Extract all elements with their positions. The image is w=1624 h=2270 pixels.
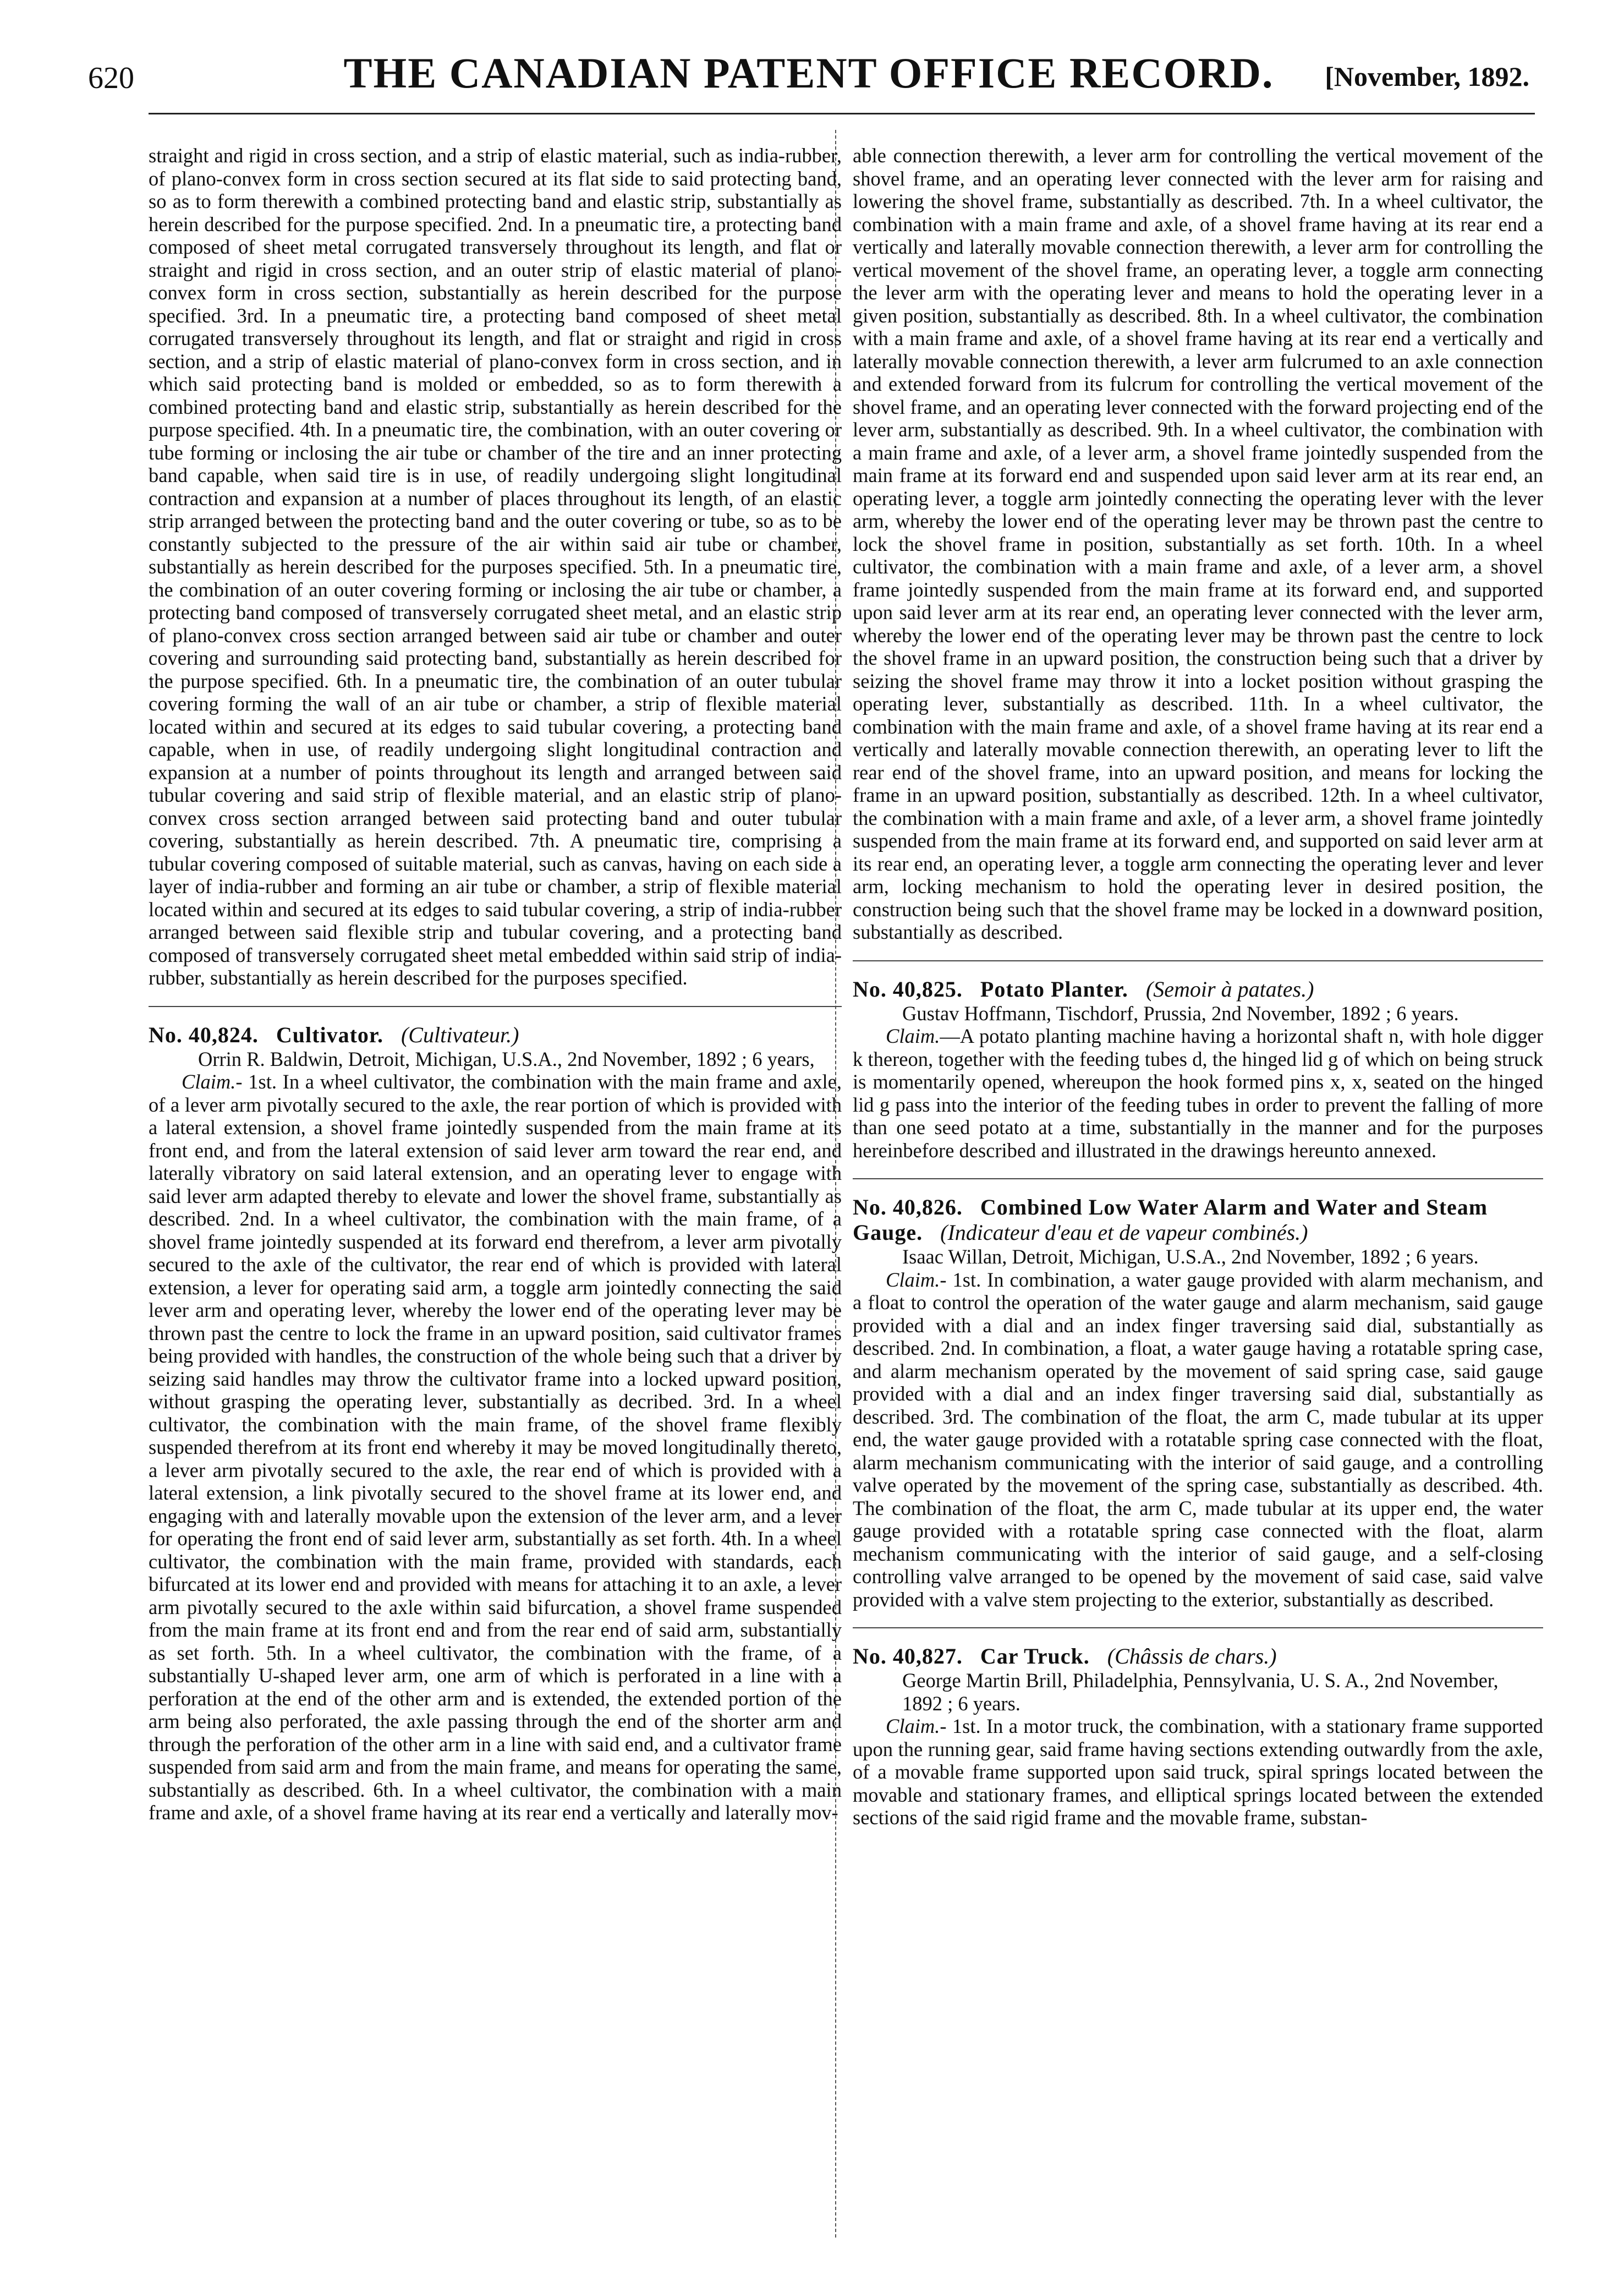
patent-title: Cultivator. (276, 1022, 383, 1047)
issue-date: [November, 1892. (1325, 61, 1529, 92)
patent-title-french: (Cultivateur.) (400, 1022, 519, 1047)
inventor-line: Isaac Willan, Detroit, Michigan, U.S.A., 2nd November, 1892 ; 6 years. (902, 1245, 1479, 1268)
entry-heading (853, 1644, 1543, 1669)
entry-rule (853, 960, 1543, 961)
inventor-line: Gustav Hoffmann, Tischdorf, Prussia, 2nd November, 1892 ; 6 years. (902, 1002, 1459, 1025)
claim-text (853, 1268, 1543, 1611)
patent-title: Car Truck. (980, 1644, 1090, 1669)
patent-title-french: (Châssis de chars.) (1107, 1644, 1277, 1669)
entry-rule (853, 1627, 1543, 1628)
entry-heading (853, 977, 1543, 1002)
patent-number: No. 40,825. (853, 976, 963, 1002)
claim-body: - 1st. In a wheel cultivator, the combination with the main frame and axle, of a lever arm pivotally secured to the axle, the rear portion of which is provided with a lateral extension, a shovel frame jointedly suspended from the main frame at its front end, and from the lateral extension of said lever arm toward the rear end, and laterally vibratory on said lateral extension, and an operating lever to engage with said lever arm adapted thereby to elevate and lower the shovel frame, substantially as described. 2nd. In a wheel cultivator, the combination with the main frame, of a shovel frame jointedly suspended at its forward end therefrom, a lever arm pivotally secured to the axle of the cultivator, the rear end of which is provided with lateral extension, a lever for operating said arm, a toggle arm jointedly connecting the said lever arm and operating lever, whereby the lower end of the operating lever may be thrown past the centre to lock the frame in an upward position, said cultivator frames being provided with handles, the construction of the whole being such that a driver by seizing said handles may throw the cultivator frame into a locked upward position, without grasping the operating lever, substantially as decribed. 3rd. In a wheel cultivator, the combination with the main frame, of the shovel frame flexibly suspended therefrom at its front end whereby it may be moved longitudinally thereto, a lever arm pivotally secured to the axle, the rear end of which is provided with a lateral extension, a link pivotally secured to the shovel frame at its lower end, and engaging with and laterally movable upon the extension of the lever arm, and a lever for operating the front end of said lever arm, substantially as set forth. 4th. In a wheel cultivator, the combination with the main frame, provided with standards, each bifurcated at its lower end and provided with means for attaching it to an axle, a lever arm pivotally secured to the axle within said bifurcation, a shovel frame suspended from the main frame at its front end and from the rear end of said arm, substantially as set forth. 5th. In a wheel cultivator, the combination with the frame, of a substantially U-shaped lever arm, one arm of which is perforated in a line with a perforation at the end of the other arm and is extended, the extended portion of the arm being also perforated, the axle passing through the end of the shorter arm and through the perforation of the other arm in a line with said end, and a cultivator frame suspended from said arm and from the main frame, and means for operating the same, substantially as described. 6th. In a wheel cultivator, the combination with a main frame and axle, of a shovel frame having at its rear end a vertically and laterally mov- (149, 1070, 842, 1824)
patent-title: Potato Planter. (980, 976, 1128, 1002)
inventor-line: Orrin R. Baldwin, Detroit, Michigan, U.S.A., 2nd November, 1892 ; 6 years, (198, 1047, 815, 1070)
entry-rule (853, 1178, 1543, 1179)
claim-body: - 1st. In a motor truck, the combination, with a stationary frame supported upon the running gear, said frame having sections extending outwardly from the axle, of a movable frame supported upon said truck, spiral springs located between the movable and stationary frames, and elliptical springs located between the extended sections of the said rigid frame and the movable frame, substan- (853, 1715, 1543, 1829)
patent-entry-40824 (149, 1022, 842, 1824)
entry-heading (853, 1195, 1543, 1245)
right-column (842, 144, 1543, 2241)
claim-label: Claim. (182, 1070, 236, 1093)
entry-heading (149, 1022, 842, 1048)
page-header (88, 48, 1529, 109)
patent-entry-40825 (853, 977, 1543, 1162)
patent-number: No. 40,824. (149, 1022, 259, 1047)
claim-text (853, 1025, 1543, 1162)
patent-title-french: (Semoir à patates.) (1145, 976, 1314, 1002)
patent-title-french: (Indicateur d'eau et de vapeur combinés.) (940, 1220, 1308, 1245)
claim-label: Claim. (886, 1025, 940, 1047)
patent-number: No. 40,827. (853, 1644, 963, 1669)
continuation-text: straight and rigid in cross section, and a strip of elastic material, such as india-rubber, of plano-convex form in cross section secured at its flat side to said protecting band, so as to form therewith a combined protecting band and elastic strip, substantially as herein described for the purpose specified. 2nd. In a pneumatic tire, a protecting band composed of sheet metal corrugated transversely throughout its length, and flat or straight and rigid in cross section, and an outer strip of elastic material of plano-convex form in cross section, substantially as herein described for the purpose specified. 3rd. In a pneumatic tire, a protecting band composed of sheet metal corrugated transversely throughout its length, and flat or straight and rigid in cross section, and a strip of elastic material of plano-convex form in cross section, and in which said protecting band is molded or embedded, so as to form therewith a combined protecting band and elastic strip, substantially as herein described for the purpose specified. 4th. In a pneumatic tire, the combination, with an outer covering or tube forming or inclosing the air tube or chamber of the tire and an inner protecting band capable, when said tire is in use, of readily undergoing slight longitudinal contraction and expansion at a number of places throughout its length, of an elastic strip arranged between the protecting band and the outer covering or tube, so as to be constantly subjected to the pressure of the air within said air tube or chamber, substantially as herein described for the purposes specified. 5th. In a pneumatic tire, the combination of an outer covering forming or inclosing the air tube or chamber, a protecting band composed of transversely corrugated sheet metal, and an elastic strip of plano-convex cross section arranged between said air tube or chamber and outer covering and surrounding said protecting band, substantially as herein described for the purpose specified. 6th. In a pneumatic tire, the combination of an outer tubular covering forming the wall of an air tube or chamber, a strip of flexible material located within and secured at its edges to said tubular covering, a protecting band capable, when in use, of readily undergoing slight longitudinal contraction and expansion at a number of points throughout its length and arranged between said tubular covering and said strip of flexible material, and an elastic strip of plano-convex cross section arranged between said protecting band and outer tubular covering, substantially as herein described. 7th. A pneumatic tire, comprising a tubular covering composed of suitable material, such as canvas, having on each side a layer of india-rubber and forming an air tube or chamber, a strip of flexible material located within and secured at its edges to said tubular covering, a strip of india-rubber arranged between said flexible strip and tubular covering, and a protecting band composed of transversely corrugated sheet metal embedded within said strip of india-rubber, substantially as herein described for the purposes specified. (149, 144, 842, 989)
patent-entry-40827 (853, 1644, 1543, 1829)
patent-number: No. 40,826. (853, 1195, 963, 1219)
patent-title: Combined Low Water Alarm and Water and Steam Gauge. (853, 1195, 1488, 1245)
entry-rule (149, 1006, 842, 1007)
claim-label: Claim. (886, 1268, 940, 1291)
inventor-line: George Martin Brill, Philadelphia, Pennsylvania, U. S. A., 2nd November, 1892 ; 6 years. (902, 1669, 1499, 1715)
claim-body: - 1st. In combination, a water gauge provided with alarm mechanism, and a float to control the operation of the water gauge and alarm mechanism, said gauge provided with a dial and an index finger traversing said dial, substantially as described. 2nd. In combination, a float, a water gauge having a rotatable spring case, and alarm mechanism operated by the movement of said spring case, said gauge provided with a dial and an index finger traversing said dial, substantially as described. 3rd. The combination of the float, the arm C, made tubular at its upper end, the water gauge provided with a rotatable spring case connected with the float, alarm mechanism communicating with the interior of said gauge, and a controlling valve operated by the movement of the spring case, substantially as described. 4th. The combination of the float, the arm C, made tubular at its upper end, the water gauge provided with a rotatable spring case connected with the float, alarm mechanism communicating with the interior of said gauge, and a self-closing controlling valve arranged to be opened by the movement of said case, said valve provided with a valve stem projecting to the exterior, substantially as described. (853, 1268, 1543, 1611)
claim-label: Claim. (886, 1715, 940, 1737)
claim-text (149, 1070, 842, 1824)
left-column (149, 144, 842, 2241)
continuation-text: able connection therewith, a lever arm for controlling the vertical movement of the shovel frame, and an operating lever connected with the lever arm for raising and lowering the shovel frame, substantially as described. 7th. In a wheel cultivator, the combination with a main frame and axle, of a shovel frame having at its rear end a vertically and laterally movable connection therewith, a lever arm for controlling the vertical movement of the shovel frame, an operating lever, a toggle arm connecting the lever arm with the operating lever and means to hold the operating lever in a given position, substantially as described. 8th. In a wheel cultivator, the combination with a main frame and axle, of a shovel frame having at its rear end a vertically and laterally movable connection therewith, a lever arm fulcrumed to an axle connection and extended forward from its fulcrum for controlling the vertical movement of the shovel frame, and an operating lever connected with the forward projecting end of the lever arm, substantially as described. 9th. In a wheel cultivator, the combination with a main frame and axle, of a lever arm, a shovel frame jointedly suspended from the main frame at its forward end and suspended upon said lever arm at its rear end, an operating lever, a toggle arm jointedly connecting the operating lever with the lever arm, whereby the lower end of the operating lever may be thrown past the centre to lock the shovel frame in position, substantially as set forth. 10th. In a wheel cultivator, the combination with a main frame and axle, of a lever arm, a shovel frame jointedly suspended from the main frame at its forward end, and supported upon said lever arm at its rear end, an operating lever connected with the lever arm, whereby the lower end of the operating lever may be thrown past the centre to lock the shovel frame in an upward position, the construction being such that a driver by seizing the shovel frame may throw it into a locket position without grasping the operating lever, substantially as described. 11th. In a wheel cultivator, the combination with the main frame and axle, of a shovel frame having at its rear end a vertically and laterally movable connection therewith, an operating lever to lift the rear end of the shovel frame, into an upward position, and means for locking the frame in an upward position, substantially as described. 12th. In a wheel cultivator, the combination with a main frame and axle, of a lever arm, a shovel frame jointedly suspended from the main frame at its forward end, and supported on said lever arm at its rear end, an operating lever, a toggle arm connecting the operating lever and lever arm, locking mechanism to hold the operating lever in desired position, the construction being such that the shovel frame may be locked in a downward position, substantially as described. (853, 144, 1543, 943)
claim-body: —A potato planting machine having a horizontal shaft n, with hole digger k thereon, together with the feeding tubes d, the hinged lid g of which on being struck is momentarily opened, whereupon the hook formed pins x, x, seated on the hinged lid g pass into the interior of the feeding tubes in order to prevent the falling of more than one seed potato at a time, substantially in the manner and for the purposes hereinbefore described and illustrated in the drawings hereunto annexed. (853, 1025, 1543, 1162)
publication-title: THE CANADIAN PATENT OFFICE RECORD. (343, 49, 1274, 97)
header-rule (149, 113, 1535, 114)
patent-entry-40826 (853, 1195, 1543, 1611)
page-number: 620 (88, 61, 134, 95)
claim-text (853, 1715, 1543, 1829)
